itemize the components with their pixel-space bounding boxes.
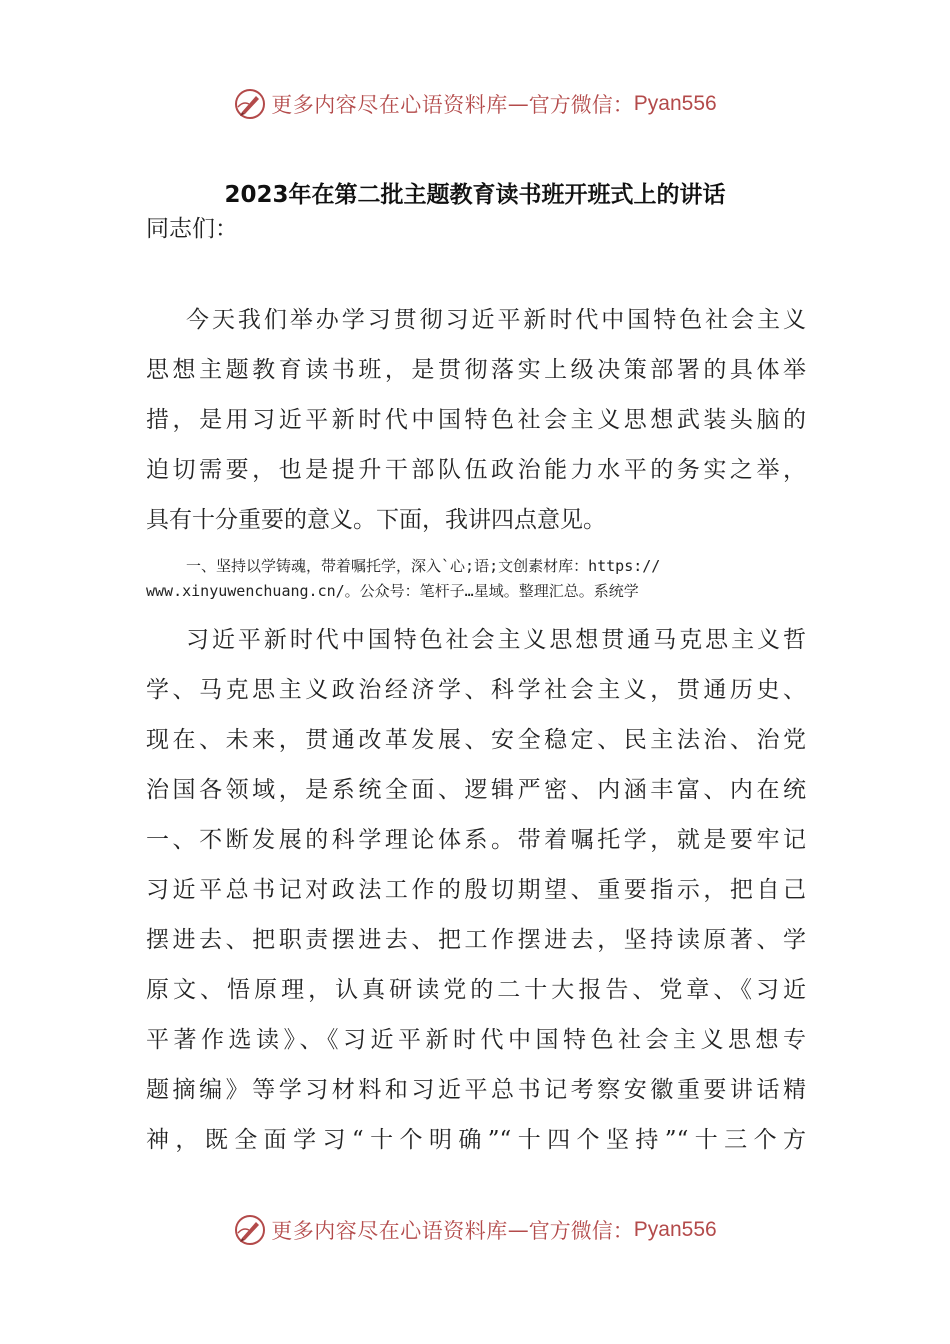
banner-wechat-id: Pyan556 (633, 1218, 717, 1241)
paragraph-line: 一、不断发展的科学理论体系。带着嘱托学，就是要牢记 (146, 827, 806, 853)
paragraph-line: 措，是用习近平新时代中国特色社会主义思想武装头脑的 (146, 407, 806, 433)
header-banner (0, 84, 950, 124)
section-heading-line: www.xinyuwenchuang.cn/。公众号：笔杆子…星域。整理汇总。系统学 (146, 582, 639, 600)
footer-banner (0, 1210, 950, 1250)
banner-dash: — (507, 92, 529, 116)
banner-dash: — (507, 1218, 529, 1242)
pen-logo-icon (233, 87, 267, 121)
body-paragraph (146, 615, 806, 1165)
paragraph-line: 具有十分重要的意义。下面，我讲四点意见。 (146, 507, 606, 533)
section-heading (146, 554, 810, 604)
paragraph-line: 学、马克思主义政治经济学、科学社会主义，贯通历史、 (146, 677, 806, 703)
banner-main-text: 更多内容尽在心语资料库 (271, 1219, 508, 1243)
pen-logo-icon (233, 1213, 267, 1247)
banner-wechat-label: 官方微信： (528, 1219, 634, 1243)
banner-wechat-label: 官方微信： (528, 93, 634, 117)
salutation: 同志们： (146, 216, 238, 242)
banner-wechat-id: Pyan556 (633, 92, 717, 115)
section-heading-line: 一、坚持以学铸魂，带着嘱托学，深入`心;语;文创素材库：https:// (186, 557, 661, 575)
paragraph-line: 题摘编》等学习材料和习近平总书记考察安徽重要讲话精 (146, 1077, 806, 1103)
banner-main-text: 更多内容尽在心语资料库 (271, 93, 508, 117)
paragraph-line: 神，既全面学习“十个明确”“十四个坚持”“十三个方 (146, 1127, 806, 1153)
document-title: 2023年在第二批主题教育读书班开班式上的讲话 (224, 182, 726, 208)
paragraph-line: 迫切需要，也是提升干部队伍政治能力水平的务实之举， (146, 457, 806, 483)
paragraph-line: 现在、未来，贯通改革发展、安全稳定、民主法治、治党 (146, 727, 806, 753)
paragraph-line: 原文、悟原理，认真研读党的二十大报告、党章、《习近 (146, 977, 806, 1003)
paragraph-line: 治国各领域，是系统全面、逻辑严密、内涵丰富、内在统 (146, 777, 806, 803)
paragraph-line: 平著作选读》、《习近平新时代中国特色社会主义思想专 (146, 1027, 806, 1053)
paragraph-line: 今天我们举办学习贯彻习近平新时代中国特色社会主义 (186, 307, 806, 333)
paragraph-line: 摆进去、把职责摆进去、把工作摆进去，坚持读原著、学 (146, 927, 806, 953)
paragraph-line: 习近平总书记对政法工作的殷切期望、重要指示，把自己 (146, 877, 806, 903)
paragraph-line: 习近平新时代中国特色社会主义思想贯通马克思主义哲 (186, 627, 806, 653)
paragraph-line: 思想主题教育读书班，是贯彻落实上级决策部署的具体举 (146, 357, 806, 383)
intro-paragraph (146, 295, 806, 545)
